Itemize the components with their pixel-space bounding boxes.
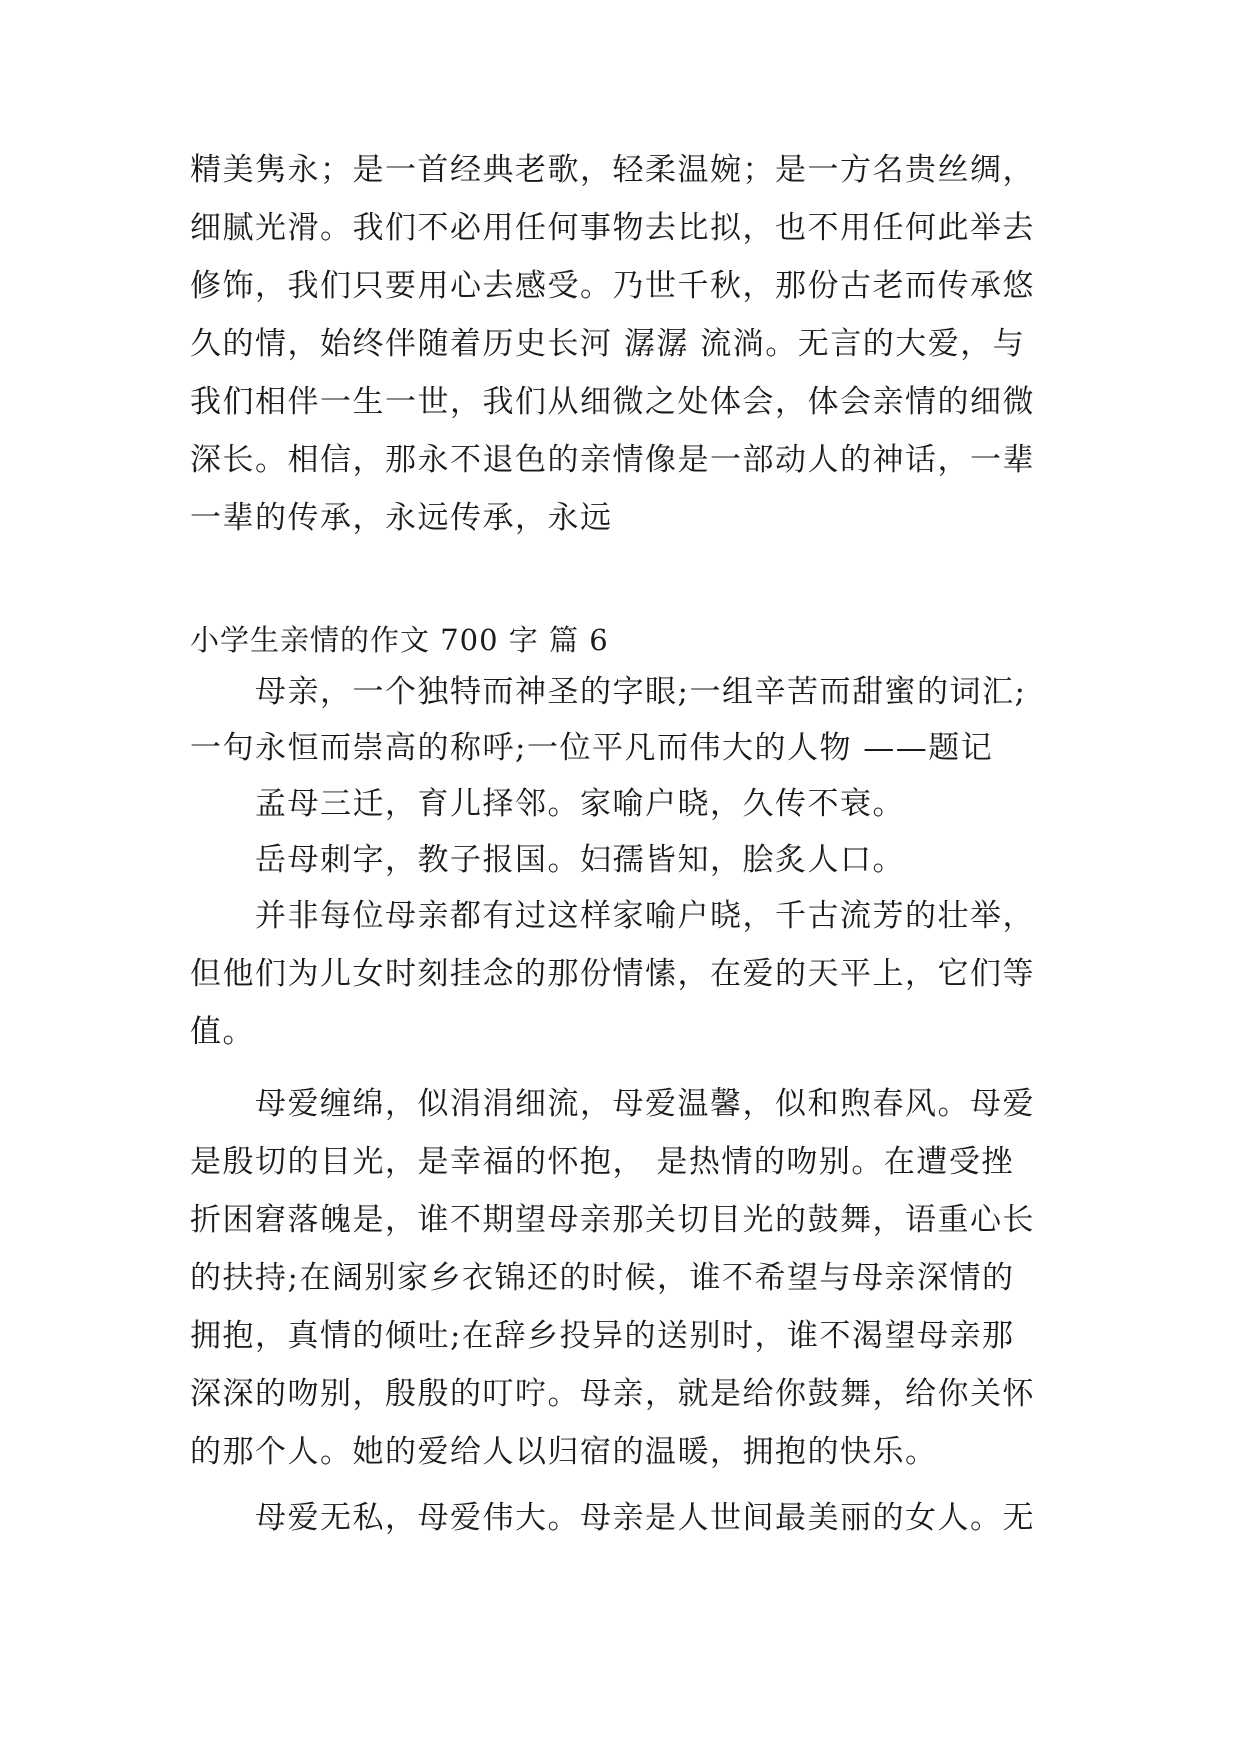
text-line: 精美隽永；是一首经典老歌，轻柔温婉；是一方名贵丝绸， (190, 152, 1035, 188)
text-line: 一辈的传承，永远传承，永远 (190, 500, 613, 536)
text-line: 母爱缠绵，似涓涓细流，母爱温馨，似和煦春风。母爱 (190, 1086, 1035, 1122)
text-line: 修饰，我们只要用心去感受。乃世千秋，那份古老而传承悠 (190, 268, 1035, 304)
text-line: 孟母三迁，育儿择邻。家喻户晓，久传不衰。 (190, 786, 905, 822)
text-line: 母爱无私，母爱伟大。母亲是人世间最美丽的女人。无 (190, 1500, 1035, 1536)
text-line: 深长。相信，那永不退色的亲情像是一部动人的神话，一辈 (190, 442, 1035, 478)
text-line: 深深的吻别，殷殷的叮咛。母亲，就是给你鼓舞，给你关怀 (190, 1376, 1035, 1412)
text-line: 并非每位母亲都有过这样家喻户晓，千古流芳的壮举， (190, 898, 1035, 934)
text-line: 久的情，始终伴随着历史长河 潺潺 流淌。无言的大爱，与 (190, 326, 1026, 362)
text-line: 折困窘落魄是，谁不期望母亲那关切目光的鼓舞，语重心长 (190, 1202, 1035, 1238)
text-line: 的那个人。她的爱给人以归宿的温暖，拥抱的快乐。 (190, 1434, 938, 1470)
text-line: 一句永恒而崇高的称呼;一位平凡而伟大的人物 ——题记 (190, 730, 994, 766)
text-line: 但他们为儿女时刻挂念的那份情愫，在爱的天平上，它们等 (190, 956, 1035, 992)
text-line: 岳母刺字，教子报国。妇孺皆知，脍炙人口。 (190, 842, 905, 878)
text-line: 拥抱，真情的倾吐;在辞乡投异的送别时，谁不渴望母亲那 (190, 1318, 1015, 1354)
section-title: 小学生亲情的作文 700 字 篇 6 (190, 623, 609, 657)
text-line: 细腻光滑。我们不必用任何事物去比拟，也不用任何此举去 (190, 210, 1035, 246)
text-line: 的扶持;在阔别家乡衣锦还的时候，谁不希望与母亲深情的 (190, 1260, 1015, 1296)
text-line: 我们相伴一生一世，我们从细微之处体会，体会亲情的细微 (190, 384, 1035, 420)
text-line: 是殷切的目光，是幸福的怀抱， 是热情的吻别。在遭受挫 (190, 1144, 1014, 1180)
text-line: 母亲，一个独特而神圣的字眼;一组辛苦而甜蜜的词汇; (190, 674, 1027, 710)
text-line: 值。 (190, 1014, 255, 1050)
